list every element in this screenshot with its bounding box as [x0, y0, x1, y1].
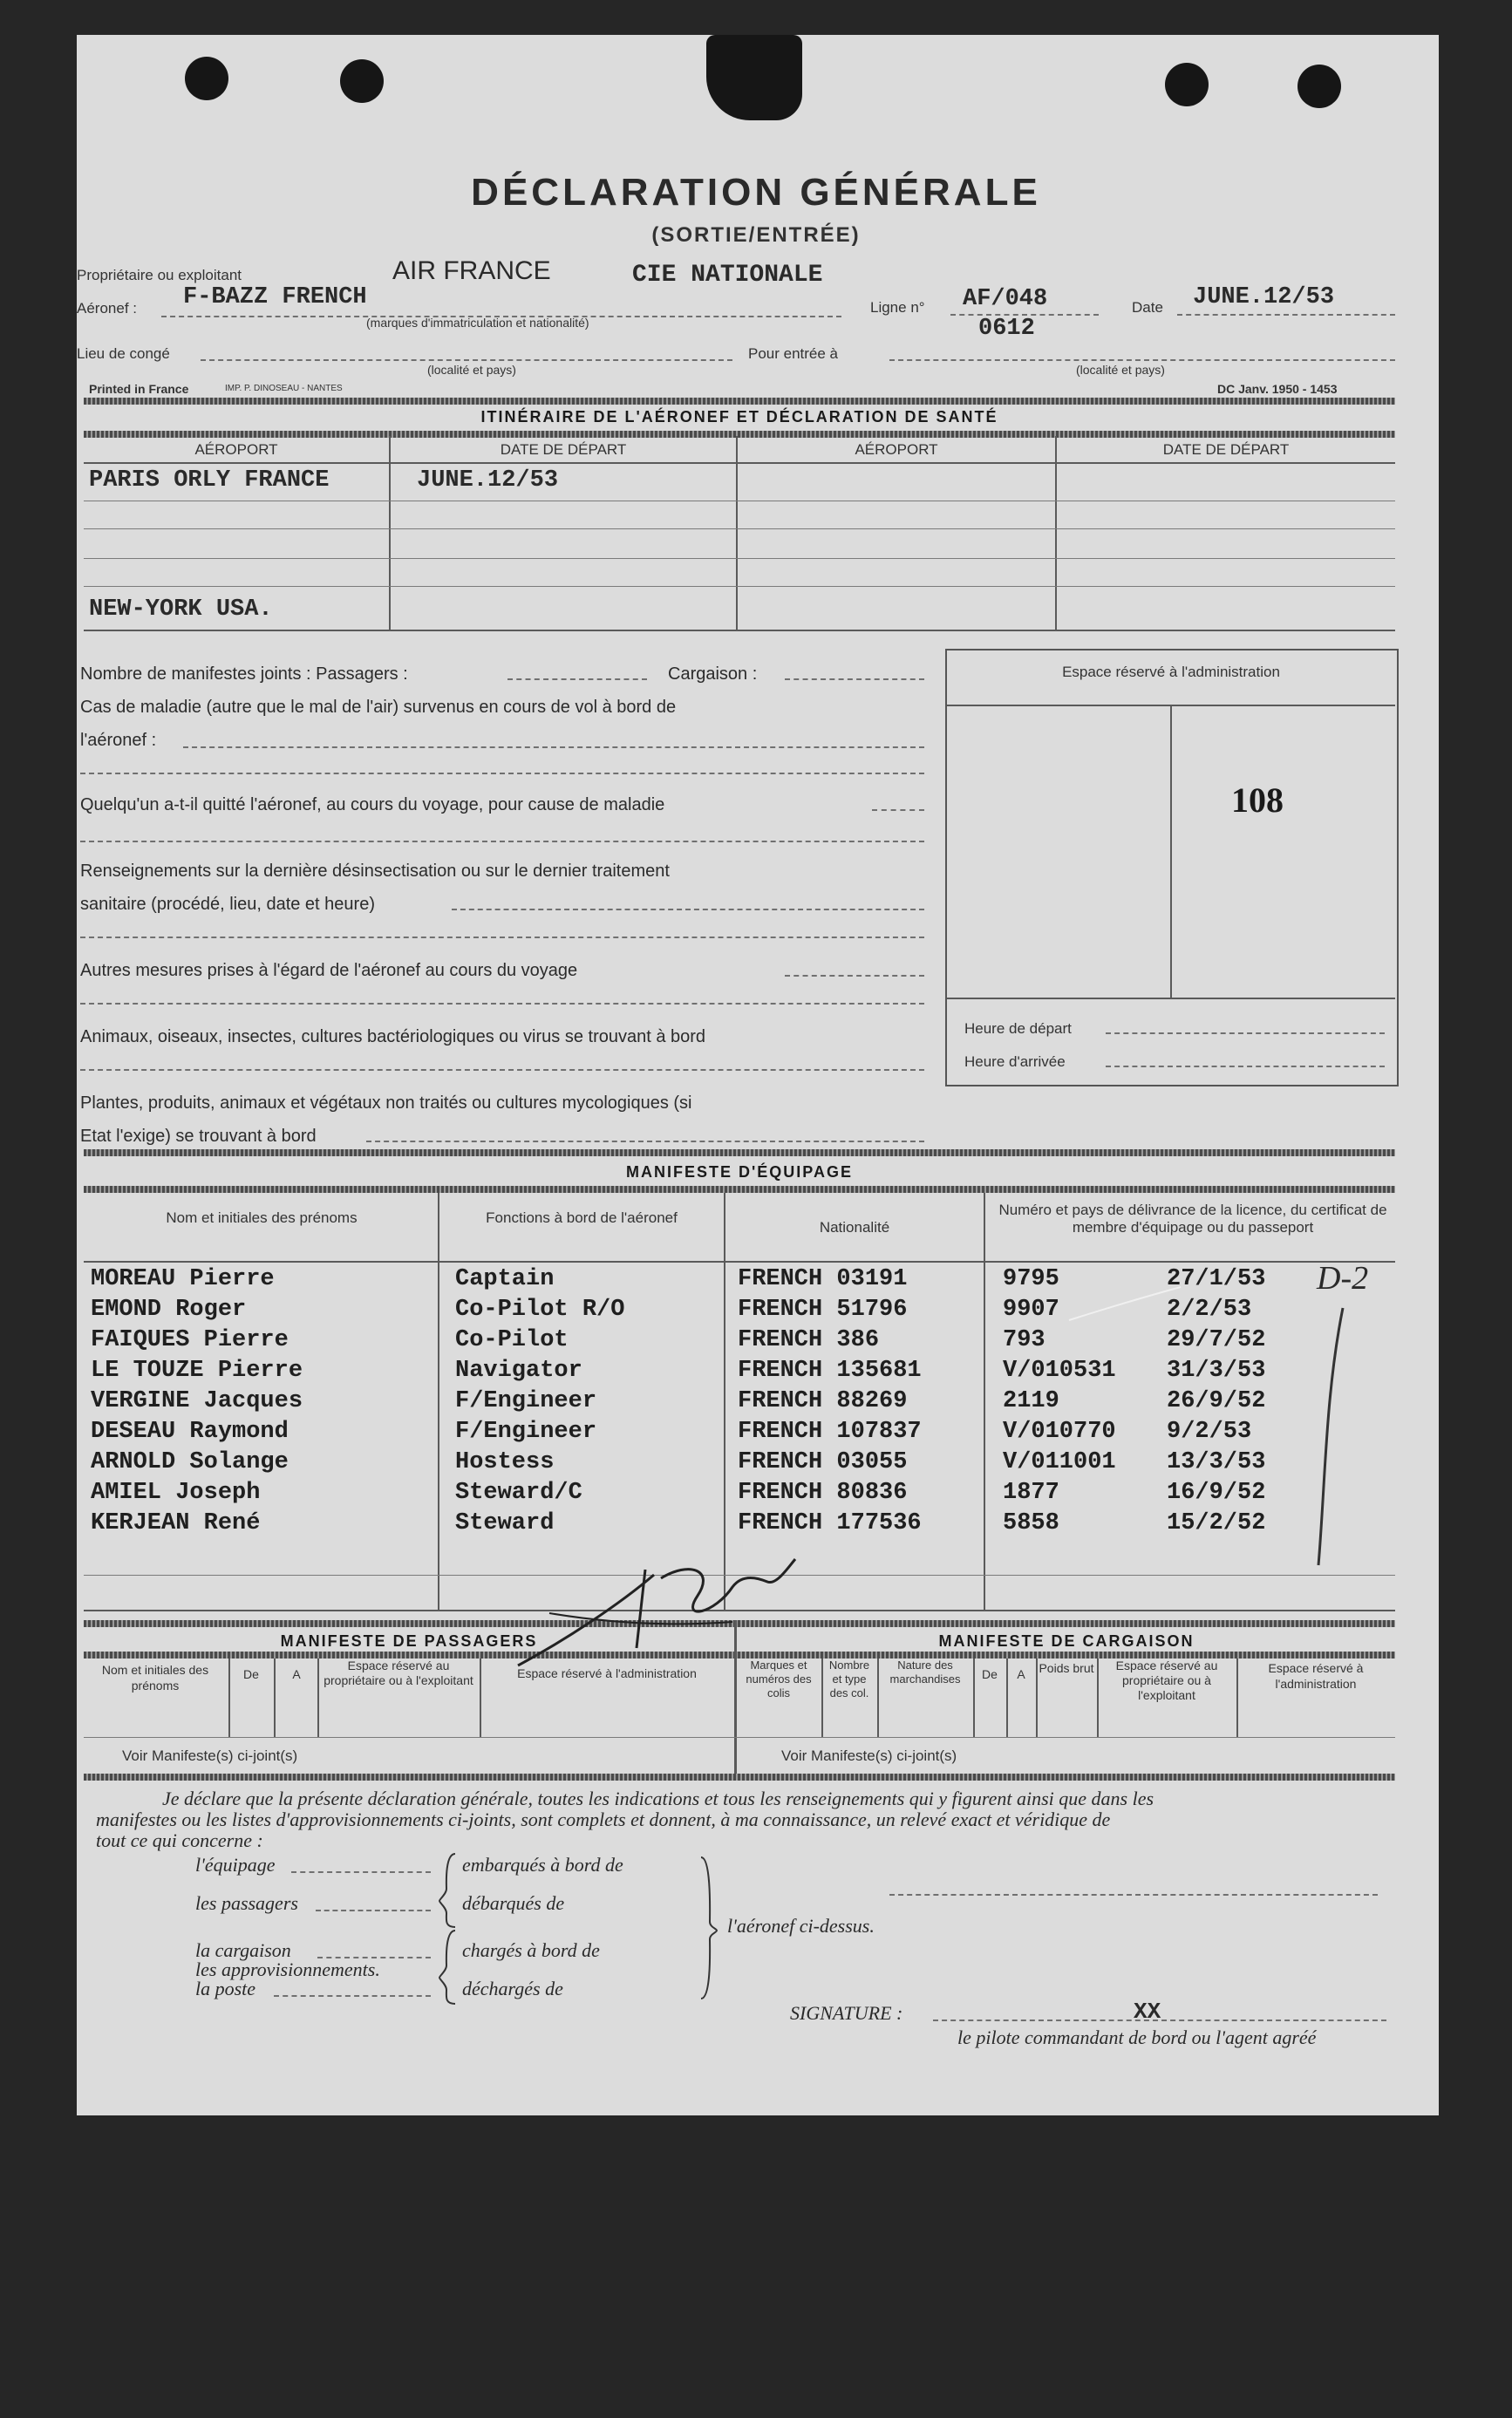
line-value-2: 0612 [978, 316, 1035, 342]
question-1b: l'aéronef : [80, 731, 157, 750]
decl-embarked: embarqués à bord de [462, 1854, 623, 1876]
crew-function: Navigator [455, 1358, 582, 1384]
declaration-text-1: Je déclare que la présente déclaration générale, toutes les indications et tous les renseignements qui y figurent ainsi que dans les [162, 1788, 1154, 1809]
underline [950, 314, 1099, 316]
cargo-col-nature: Nature des marchandises [889, 1659, 961, 1686]
signature-note: le pilote commandant de bord ou l'agent agréé [957, 2026, 1317, 2048]
crew-date: 27/1/53 [1167, 1266, 1266, 1292]
admin-number: 108 [1231, 780, 1284, 820]
passenger-heading: MANIFESTE DE PASSAGERS [280, 1632, 538, 1650]
crew-function: F/Engineer [455, 1419, 597, 1445]
crew-nationality: FRENCH 51796 [738, 1297, 908, 1323]
cargo-see-manifest: Voir Manifeste(s) ci-joint(s) [781, 1747, 957, 1764]
manifests-label: Nombre de manifestes joints : Passagers : [80, 664, 408, 684]
cargo-col-owner: Espace réservé au propriétaire ou à l'exploitant [1115, 1659, 1218, 1702]
crew-name: MOREAU Pierre [91, 1266, 275, 1292]
underline [201, 359, 732, 361]
crew-nationality: FRENCH 177536 [738, 1510, 922, 1536]
crew-function: Hostess [455, 1449, 555, 1475]
crew-function: Steward [455, 1510, 555, 1536]
decl-mail: la poste [195, 1978, 256, 1999]
itinerary-airport-1: PARIS ORLY FRANCE [89, 467, 330, 494]
crew-name: DESEAU Raymond [91, 1419, 289, 1445]
cargo-col-de: De [982, 1667, 998, 1681]
handwritten-signature [514, 1543, 802, 1674]
crew-nationality: FRENCH 03055 [738, 1449, 908, 1475]
decl-aircraft: l'aéronef ci-dessus. [727, 1915, 875, 1937]
handwritten-bracket [1291, 1299, 1360, 1578]
printer-mid: IMP. P. DINOSEAU - NANTES [225, 384, 343, 393]
crew-nationality: FRENCH 107837 [738, 1419, 922, 1445]
line-value: AF/048 [963, 286, 1048, 312]
crew-date: 15/2/52 [1167, 1510, 1266, 1536]
handwritten-annotation: D-2 [1317, 1260, 1369, 1297]
crew-nationality: FRENCH 135681 [738, 1358, 922, 1384]
separator [84, 398, 1395, 405]
punch-hole [1297, 65, 1341, 108]
crew-date: 9/2/53 [1167, 1419, 1252, 1445]
declaration-text-2: manifestes ou les listes d'approvisionnements ci-joints, sont complets et donnent, à ma connaissance, un relevé exact et véridique de [96, 1808, 1111, 1830]
departure-time-label: Heure de départ [964, 1020, 1072, 1037]
crew-heading: MANIFESTE D'ÉQUIPAGE [626, 1163, 853, 1181]
crew-date: 13/3/53 [1167, 1449, 1266, 1475]
col-departure-date: DATE DE DÉPART [500, 441, 627, 458]
owner-label: Propriétaire ou exploitant [77, 267, 242, 283]
crew-name: EMOND Roger [91, 1297, 247, 1323]
col-departure-date-2: DATE DE DÉPART [1162, 441, 1290, 458]
decl-disembarked: débarqués de [462, 1892, 565, 1914]
line-label: Ligne n° [870, 299, 925, 316]
arrival-time-label: Heure d'arrivée [964, 1053, 1066, 1070]
question-6b: Etat l'exige) se trouvant à bord [80, 1127, 317, 1146]
crew-license: 9907 [1003, 1297, 1059, 1323]
crew-name: KERJEAN René [91, 1510, 261, 1536]
signature-value: XX [1134, 1999, 1161, 2025]
form-title: DÉCLARATION GÉNÉRALE [471, 171, 1041, 214]
crew-license: 9795 [1003, 1266, 1059, 1292]
crew-nationality: FRENCH 88269 [738, 1388, 908, 1414]
crew-name: LE TOUZE Pierre [91, 1358, 303, 1384]
punch-hole [340, 59, 384, 103]
departure-note: (localité et pays) [427, 363, 516, 377]
punch-hole [185, 57, 228, 100]
question-5: Animaux, oiseaux, insectes, cultures bactériologiques ou virus se trouvant à bord [80, 1027, 706, 1046]
crew-name: FAIQUES Pierre [91, 1327, 289, 1353]
cargo-col-a: A [1017, 1667, 1025, 1681]
crew-function: Steward/C [455, 1480, 582, 1506]
crew-license: 793 [1003, 1327, 1045, 1353]
aircraft-note: (marques d'immatriculation et nationalité) [366, 316, 589, 330]
printer-right: DC Janv. 1950 - 1453 [1217, 382, 1338, 396]
crew-nationality: FRENCH 386 [738, 1327, 880, 1353]
decl-loaded: chargés à bord de [462, 1939, 600, 1961]
entry-note: (localité et pays) [1076, 363, 1165, 377]
date-value: JUNE.12/53 [1193, 284, 1335, 310]
crew-nationality: FRENCH 80836 [738, 1480, 908, 1506]
crew-license: 1877 [1003, 1480, 1059, 1506]
question-3b: sanitaire (procédé, lieu, date et heure) [80, 895, 375, 914]
crew-date: 2/2/53 [1167, 1297, 1252, 1323]
decl-unloaded: déchargés de [462, 1978, 563, 1999]
departure-label: Lieu de congé [77, 345, 170, 362]
decl-crew: l'équipage [195, 1854, 276, 1876]
form-subtitle: (SORTIE/ENTRÉE) [651, 223, 861, 247]
crew-date: 31/3/53 [1167, 1358, 1266, 1384]
question-2: Quelqu'un a-t-il quitté l'aéronef, au cours du voyage, pour cause de maladie [80, 795, 665, 814]
underline [889, 359, 1395, 361]
decl-passengers: les passagers [195, 1892, 298, 1914]
question-6a: Plantes, produits, animaux et végétaux non traités ou cultures mycologiques (si [80, 1093, 692, 1113]
cargo-label: Cargaison : [668, 664, 758, 684]
date-label: Date [1132, 299, 1163, 316]
crew-date: 26/9/52 [1167, 1388, 1266, 1414]
crew-license: 5858 [1003, 1510, 1059, 1536]
cargo-col-marks: Marques et numéros des colis [746, 1659, 812, 1699]
crew-function: Captain [455, 1266, 555, 1292]
crew-nationality: FRENCH 03191 [738, 1266, 908, 1292]
col-airport: AÉROPORT [194, 441, 278, 458]
admin-box-title: Espace réservé à l'administration [1062, 664, 1280, 680]
crew-date: 29/7/52 [1167, 1327, 1266, 1353]
cargo-heading: MANIFESTE DE CARGAISON [938, 1632, 1195, 1650]
signature-label: SIGNATURE : [790, 2002, 903, 2024]
brace-right [698, 1854, 719, 2002]
cargo-col-weight: Poids brut [1039, 1661, 1094, 1675]
question-4: Autres mesures prises à l'égard de l'aéronef au cours du voyage [80, 961, 578, 980]
crew-license: V/011001 [1003, 1449, 1116, 1475]
question-3a: Renseignements sur la dernière désinsectisation ou sur le dernier traitement [80, 862, 670, 881]
passenger-col-de: De [243, 1667, 259, 1681]
separator [84, 1774, 1395, 1781]
owner-value-typed: CIE NATIONALE [632, 262, 823, 289]
crew-function: Co-Pilot R/O [455, 1297, 625, 1323]
cargo-col-number: Nombre et type des col. [828, 1659, 870, 1699]
crew-license: V/010531 [1003, 1358, 1116, 1384]
cargo-col-admin: Espace réservé à l'administration [1268, 1661, 1364, 1691]
aircraft-value: F-BAZZ FRENCH [183, 284, 367, 310]
passenger-col-name: Nom et initiales des prénoms [101, 1663, 209, 1693]
crew-name: AMIEL Joseph [91, 1480, 261, 1506]
crew-license: V/010770 [1003, 1419, 1116, 1445]
separator [84, 431, 1395, 438]
itinerary-airport-2: NEW-YORK USA. [89, 596, 273, 623]
owner-value: AIR FRANCE [392, 256, 551, 285]
decl-supplies: les approvisionnements. [195, 1958, 380, 1980]
brace-left [438, 1850, 459, 2007]
crew-function: Co-Pilot [455, 1327, 569, 1353]
crew-col-name: Nom et initiales des prénoms [166, 1209, 358, 1226]
itinerary-heading: ITINÉRAIRE DE L'AÉRONEF ET DÉCLARATION DE SANTÉ [480, 408, 998, 426]
aircraft-label: Aéronef : [77, 300, 137, 317]
crew-col-license: Numéro et pays de délivrance de la licence, du certificat de membre d'équipage ou du passeport [998, 1202, 1387, 1236]
col-airport-2: AÉROPORT [855, 441, 938, 458]
crew-col-nationality: Nationalité [819, 1219, 890, 1236]
crew-col-function: Fonctions à bord de l'aéronef [486, 1209, 678, 1226]
crew-license: 2119 [1003, 1388, 1059, 1414]
passenger-col-admin: Espace réservé à l'administration [517, 1666, 697, 1680]
underline [1177, 314, 1395, 316]
pen-stroke [1064, 1282, 1186, 1325]
passenger-col-a: A [292, 1667, 301, 1681]
separator [84, 1149, 1395, 1156]
printer-left: Printed in France [89, 382, 189, 396]
decl-cargo: la cargaison [195, 1939, 291, 1961]
itinerary-date-1: JUNE.12/53 [417, 467, 559, 494]
crew-name: VERGINE Jacques [91, 1388, 303, 1414]
question-1a: Cas de maladie (autre que le mal de l'air) survenus en cours de vol à bord de [80, 698, 677, 717]
crew-function: F/Engineer [455, 1388, 597, 1414]
crew-date: 16/9/52 [1167, 1480, 1266, 1506]
punch-hole [1165, 63, 1209, 106]
paper-tear [706, 35, 802, 120]
passenger-see-manifest: Voir Manifeste(s) ci-joint(s) [122, 1747, 298, 1764]
crew-name: ARNOLD Solange [91, 1449, 289, 1475]
passenger-col-owner: Espace réservé au propriétaire ou à l'exploitant [324, 1659, 473, 1687]
separator [84, 1186, 1395, 1193]
entry-label: Pour entrée à [748, 345, 839, 362]
declaration-text-3: tout ce qui concerne : [96, 1829, 263, 1851]
